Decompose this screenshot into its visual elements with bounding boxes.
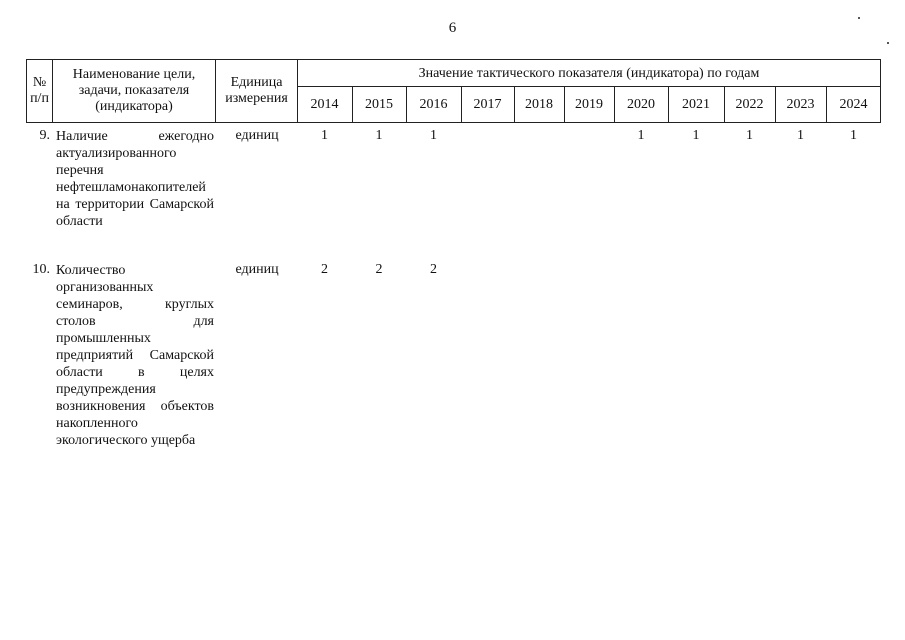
header-col-num: № п/п — [30, 75, 49, 106]
row-value-2014: 1 — [321, 128, 328, 143]
row-value-2020: 1 — [637, 128, 645, 143]
row-value-2021: 1 — [692, 128, 700, 143]
scan-speck — [858, 17, 860, 19]
row-value-2015: 1 — [375, 128, 383, 143]
row-value-2024: 1 — [850, 128, 857, 143]
header-year-2014: 2014 — [310, 96, 339, 112]
header-year-2015: 2015 — [365, 96, 393, 112]
header-year-2019: 2019 — [575, 96, 603, 112]
row-unit: единиц — [235, 262, 279, 277]
row-indicator-name: Количество организованных семинаров, круглых столов для промышленных предприятий Самарской области в целях предупреждения возникновения объектов накопленного экологического ущерба — [56, 263, 214, 448]
header-year-2017: 2017 — [473, 96, 502, 112]
table-header — [26, 59, 881, 123]
row-number: 9. — [39, 128, 50, 143]
header-col-values-title: Значение тактического показателя (индикатора) по годам — [418, 65, 760, 81]
header-col-unit: Единица измерения — [225, 75, 288, 106]
header-year-2024: 2024 — [839, 96, 868, 112]
header-year-2016: 2016 — [419, 96, 448, 112]
row-value-2015: 2 — [375, 262, 383, 277]
header-year-2022: 2022 — [735, 96, 764, 112]
row-value-2023: 1 — [797, 128, 804, 143]
header-year-2021: 2021 — [682, 96, 710, 112]
row-number: 10. — [32, 262, 50, 277]
row-value-2016: 1 — [430, 128, 437, 143]
header-year-2023: 2023 — [786, 96, 815, 112]
row-unit: единиц — [235, 128, 279, 143]
scan-speck — [887, 42, 889, 44]
row-indicator-name: Наличие ежегодно актуализированного перечня нефтешламонакопителей на территории Самарской области — [56, 129, 214, 229]
header-year-2020: 2020 — [627, 96, 655, 112]
header-col-name: Наименование цели, задачи, показателя (индикатора) — [72, 67, 196, 114]
row-value-2022: 1 — [746, 128, 753, 143]
header-year-2018: 2018 — [525, 96, 553, 112]
page-number: 6 — [448, 20, 457, 36]
row-value-2016: 2 — [430, 262, 437, 277]
row-value-2014: 2 — [321, 262, 328, 277]
